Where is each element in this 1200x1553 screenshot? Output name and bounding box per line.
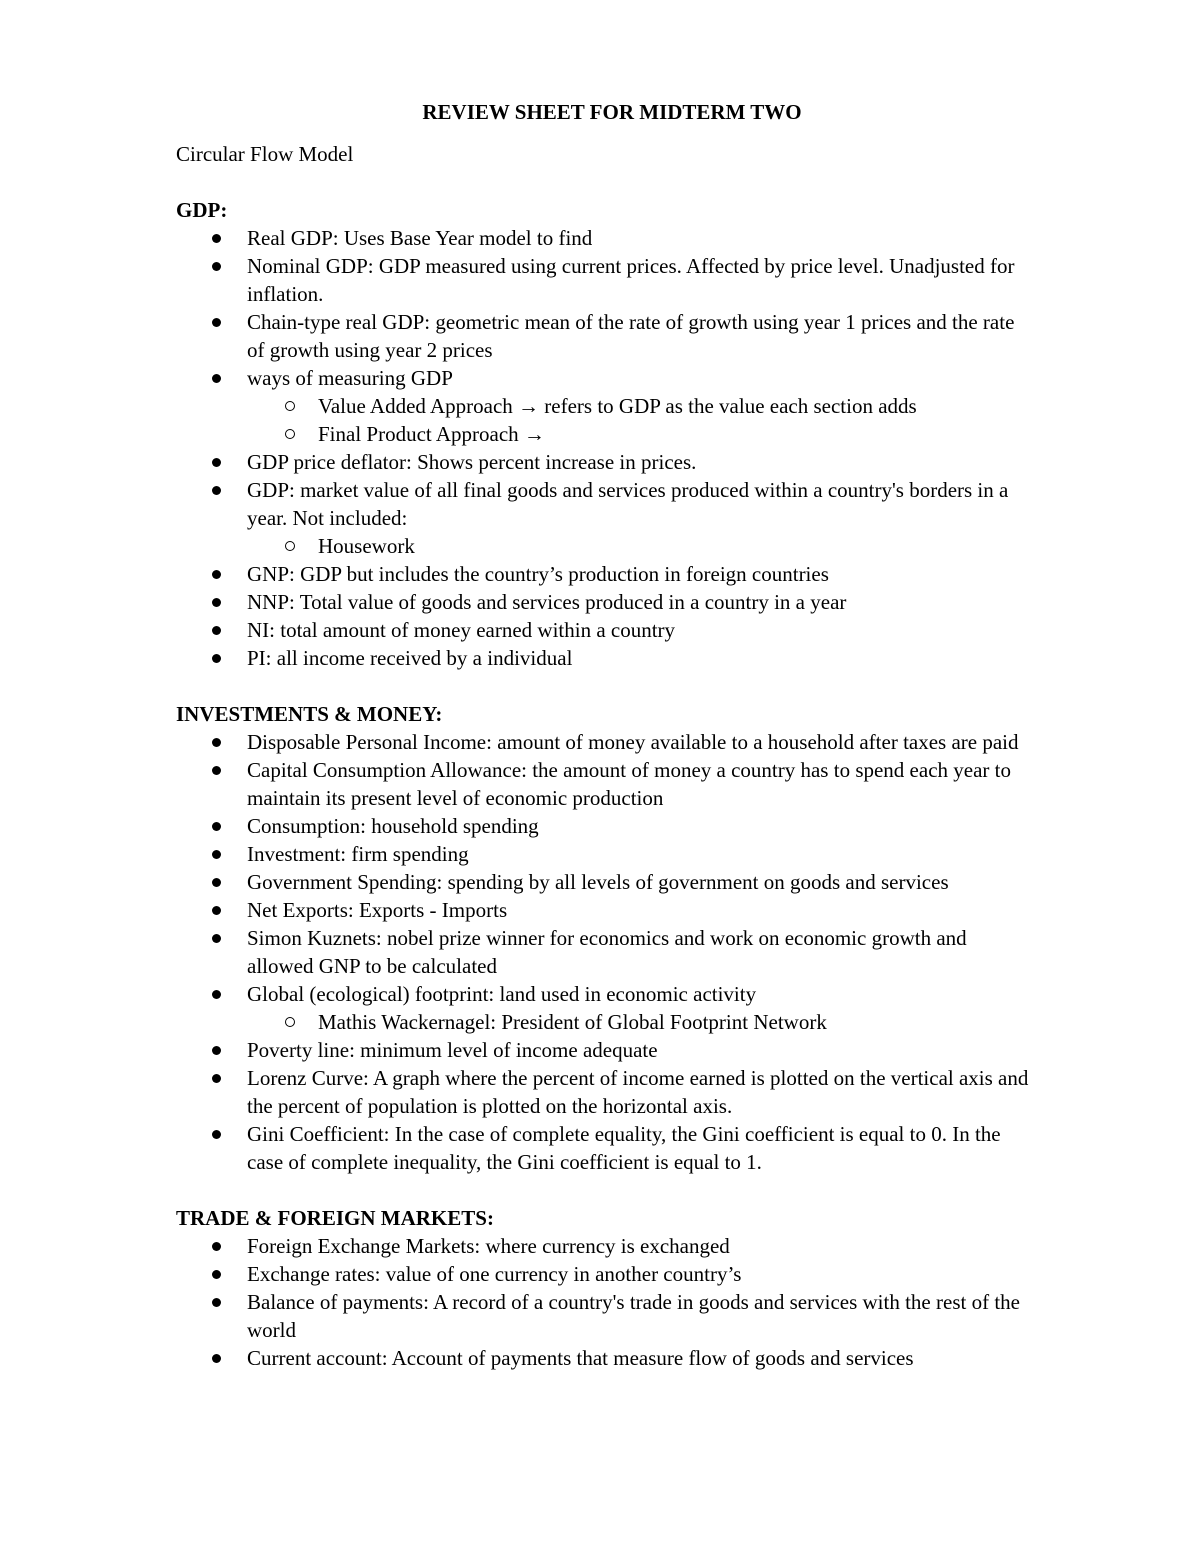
list-item-text: PI: all income received by a individual [247,646,573,670]
sub-list-item [247,532,1036,560]
section-trade [176,1204,1036,1372]
list-item [176,364,1036,448]
investments-list [176,728,1036,1176]
list-item-text: Investment: firm spending [247,842,469,866]
list-item [176,476,1036,560]
list-item [176,1344,1036,1372]
document-page [176,98,1036,1400]
list-item [176,1260,1036,1288]
bullet-icon [212,934,221,943]
list-item-text: GDP: market value of all final goods and services produced within a country's borders in a year. Not included: [247,478,1009,530]
list-item-text: Gini Coefficient: In the case of complete equality, the Gini coefficient is equal to 0. In the case of complete inequality, the Gini coefficient is equal to 1. [247,1122,1001,1174]
list-item-text: Government Spending: spending by all levels of government on goods and services [247,870,949,894]
sub-list-item-text: Value Added Approach → refers to GDP as the value each section adds [318,394,917,418]
bullet-icon [212,1270,221,1279]
bullet-icon [212,598,221,607]
section-heading-gdp: GDP: [176,198,228,222]
list-item [176,252,1036,308]
list-item [176,308,1036,364]
sub-list [247,532,1036,560]
list-item [176,1036,1036,1064]
list-item-text: NI: total amount of money earned within a country [247,618,676,642]
bullet-icon [212,1074,221,1083]
sub-list-item-text: Mathis Wackernagel: President of Global Footprint Network [318,1010,827,1034]
bullet-icon [212,570,221,579]
list-item-text: Disposable Personal Income: amount of money available to a household after taxes are paid [247,730,1019,754]
list-item-text: Current account: Account of payments that measure flow of goods and services [247,1346,914,1370]
list-item [176,728,1036,756]
bullet-icon [212,738,221,747]
section-investments [176,700,1036,1176]
section-heading-investments: INVESTMENTS & MONEY: [176,702,443,726]
sub-list-item-text: Final Product Approach → [318,422,545,446]
bullet-icon [212,878,221,887]
bullet-icon [212,850,221,859]
sub-list [247,392,1036,448]
section-heading-trade: TRADE & FOREIGN MARKETS: [176,1206,494,1230]
hollow-bullet-icon [285,541,295,551]
list-item [176,1232,1036,1260]
list-item-text: Simon Kuznets: nobel prize winner for economics and work on economic growth and allowed GNP to be calculated [247,926,967,978]
sub-list [247,1008,1036,1036]
list-item-text: Net Exports: Exports - Imports [247,898,508,922]
list-item-text: Exchange rates: value of one currency in another country’s [247,1262,742,1286]
list-item-text: Consumption: household spending [247,814,539,838]
list-item [176,812,1036,840]
bullet-icon [212,906,221,915]
list-item [176,224,1036,252]
sub-list-item [247,1008,1036,1036]
sub-list-item-text: Housework [318,534,415,558]
list-item [176,924,1036,980]
bullet-icon [212,1046,221,1055]
document-title: REVIEW SHEET FOR MIDTERM TWO [422,100,802,124]
bullet-icon [212,1242,221,1251]
list-item [176,1288,1036,1344]
list-item [176,980,1036,1036]
list-item [176,644,1036,672]
hollow-bullet-icon [285,401,295,411]
hollow-bullet-icon [285,1017,295,1027]
bullet-icon [212,318,221,327]
section-gdp [176,196,1036,672]
list-item [176,616,1036,644]
hollow-bullet-icon [285,429,295,439]
bullet-icon [212,1354,221,1363]
list-item [176,560,1036,588]
list-item-text: Foreign Exchange Markets: where currency is exchanged [247,1234,730,1258]
list-item-text: Real GDP: Uses Base Year model to find [247,226,593,250]
list-item-text: GNP: GDP but includes the country’s production in foreign countries [247,562,829,586]
list-item [176,1120,1036,1176]
bullet-icon [212,486,221,495]
bullet-icon [212,990,221,999]
bullet-icon [212,234,221,243]
sub-list-item [247,392,1036,420]
list-item-text: GDP price deflator: Shows percent increase in prices. [247,450,697,474]
bullet-icon [212,654,221,663]
list-item-text: Poverty line: minimum level of income adequate [247,1038,658,1062]
list-item [176,840,1036,868]
bullet-icon [212,262,221,271]
bullet-icon [212,1130,221,1139]
list-item [176,1064,1036,1120]
list-item-text: Chain-type real GDP: geometric mean of the rate of growth using year 1 prices and the rate of growth using year 2 prices [247,310,1015,362]
gdp-list [176,224,1036,672]
list-item-text: Lorenz Curve: A graph where the percent of income earned is plotted on the vertical axis and the percent of population is plotted on the horizontal axis. [247,1066,1029,1118]
list-item [176,868,1036,896]
list-item-text: Nominal GDP: GDP measured using current prices. Affected by price level. Unadjusted for inflation. [247,254,1015,306]
bullet-icon [212,1298,221,1307]
sub-list-item [247,420,1036,448]
bullet-icon [212,458,221,467]
bullet-icon [212,626,221,635]
list-item [176,448,1036,476]
list-item-text: NNP: Total value of goods and services produced in a country in a year [247,590,847,614]
bullet-icon [212,766,221,775]
list-item [176,756,1036,812]
list-item [176,896,1036,924]
bullet-icon [212,822,221,831]
trade-list [176,1232,1036,1372]
list-item-text: Global (ecological) footprint: land used in economic activity [247,982,757,1006]
bullet-icon [212,374,221,383]
list-item-text: Balance of payments: A record of a country's trade in goods and services with the rest of the world [247,1290,1020,1342]
list-item-text: Capital Consumption Allowance: the amount of money a country has to spend each year to maintain its present level of economic production [247,758,1011,810]
list-item-text: ways of measuring GDP [247,366,453,390]
document-subtitle: Circular Flow Model [176,142,354,166]
list-item [176,588,1036,616]
